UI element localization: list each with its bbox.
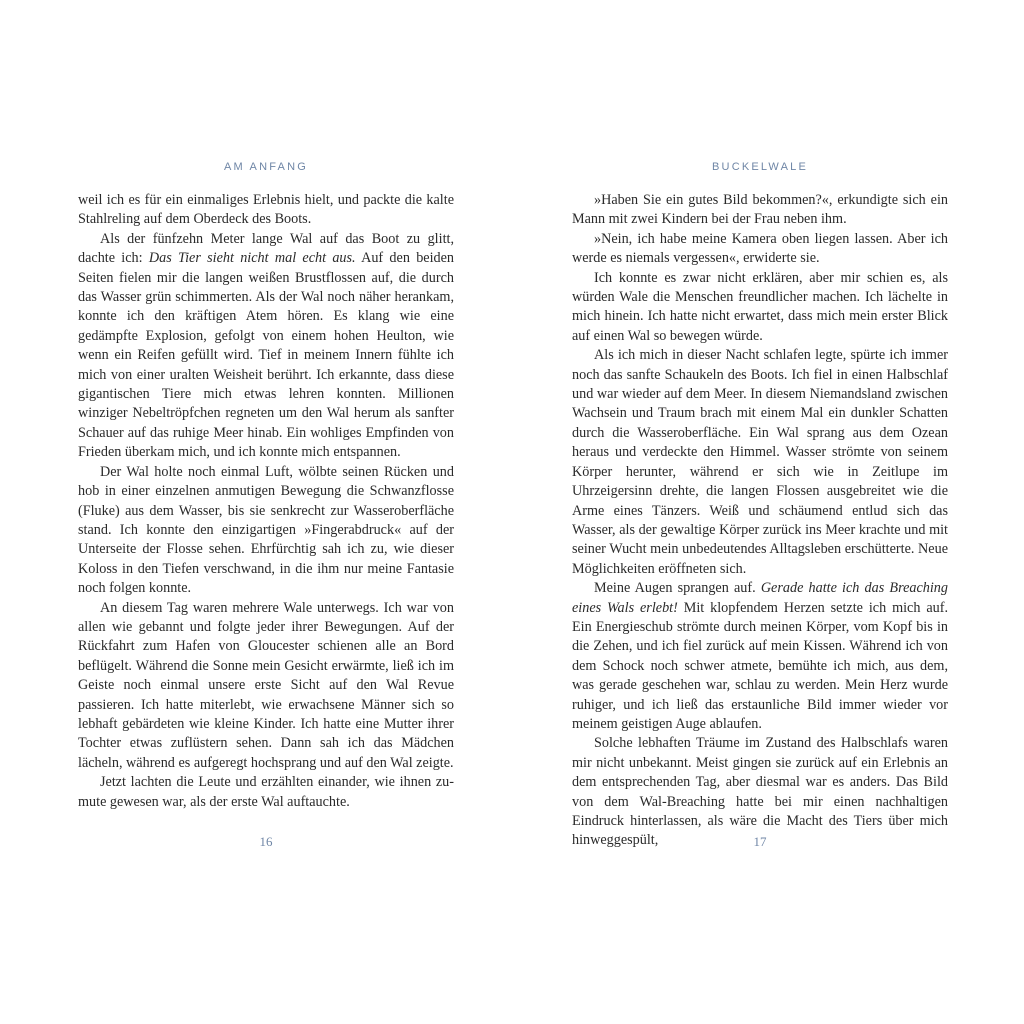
paragraph (572, 346, 948, 579)
right-page-text (572, 191, 948, 851)
text-run: weil ich es für ein einmaliges Erlebnis hielt, und packte die kalte Stahlreling auf dem Oberdeck des Boots. (78, 192, 454, 228)
page-number-right: 17 (753, 834, 767, 849)
text-run: »Nein, ich habe meine Kamera oben liegen lassen. Aber ich werde es niemals vergessen«, erwiderte sie. (572, 230, 948, 267)
text-run: Auf den beiden Seiten fielen mir die langen weißen Brustflossen auf, die durch das Wasser grün schimmerten. Als der Wal noch näher herankam, konnte ich den kräftigen Atem hören. Es klang wie eine gedämpfte Explosion, gefolgt von einem hohen Heulton, wie wenn ein Reifen gefüllt wird. Tief in meinem Innern fühlte ich mich von einer uralten Weisheit berührt. Ich erkannte, dass diese gigantischen Tiere mich etwas lehren konnten. Millionen winziger Nebeltröpfchen regneten um den Wal herum als sanfter Schauer auf das ruhige Meer hinab. Ein wohliges Empfinden von Frieden überkam mich, und ich konnte mich entspannen. (78, 250, 455, 461)
text-run: Solche lebhaften Träume im Zustand des Halbschlafs waren mir nicht unbekannt. Meist gingen sie zurück auf ein Erlebnis an dem entsprechenden Tag, aber diesmal war es anders. Das Bild von dem Wal-Breaching hatte bei mir einen nachhaltigen Eindruck hinterlassen, als wäre die Macht des Tiers über mich hinweggespült, (572, 735, 948, 849)
paragraph (78, 463, 454, 599)
left-page-text (78, 191, 454, 812)
italic-text: Gerade hatte ich das Breaching eines Wals erlebt! (572, 580, 948, 616)
running-head-right: BUCKELWALE (712, 161, 808, 173)
paragraph (572, 191, 948, 230)
text-run: Jetzt lachten die Leute und erzählten einander, wie ihnen zumute gewesen war, als der erste Wal auftauchte. (78, 774, 454, 810)
paragraph (78, 773, 454, 812)
paragraph (78, 230, 454, 463)
text-run: »Haben Sie ein gutes Bild bekommen?«, erkundigte sich ein Mann mit zwei Kindern bei der Frau neben ihm. (572, 192, 948, 228)
text-run: Meine Augen sprangen auf. (594, 580, 761, 597)
italic-text: Das Tier sieht nicht mal echt aus. (148, 250, 356, 267)
text-run: Als ich mich in dieser Nacht schlafen legte, spürte ich immer noch das sanfte Schaukeln des Boots. Ich fiel in einen Halbschlaf und war wieder auf dem Meer. In diesem Niemandsland zwischen Wachsein und Traum brach mit einem Mal ein dunkler Schatten durch die Wasseroberfläche. Ein Wal sprang aus dem Ozean heraus und verdeckte den Himmel. Wasser strömte von seinem Körper herunter, während er sich wie in Zeitlupe im Uhrzeigersinn drehte, die langen Flossen ausgebreitet wie die Arme eines Tänzers. Weiß und schäumend entlud sich das Wasser, als der gewaltige Körper zurück ins Meer krachte und mit seiner Wucht mein unbedeutendes Alltagsleben erschütterte. Neue Möglichkeiten eröffneten sich. (572, 347, 948, 577)
paragraph (572, 269, 948, 347)
paragraph (572, 579, 948, 734)
text-run: An diesem Tag waren mehrere Wale unterwegs. Ich war von allen wie gebannt und folgte jeder ihrer Bewegungen. Auf der Rückfahrt zum Hafen von Gloucester schienen alle an Bord beflügelt. Während die Sonne mein Gesicht erwärmte, ließ ich im Geiste noch einmal unsere erste Sicht auf den Wal Revue passieren. Ich hatte miterlebt, wie erwachsene Männer sich so lebhaft gebärdeten wie kleine Kinder. Ich hatte eine Mutter ihrer Tochter etwas zuflüstern sehen. Dann sah ich das Mädchen lächeln, während es aufgeregt hochsprang und auf den Wal zeigte. (78, 599, 454, 771)
text-run: Mit klopfendem Herzen setzte ich mich auf. Ein Energieschub strömte durch meinen Körper, vom Kopf bis in die Zehen, und ich fiel zurück auf mein Kissen. Während ich von dem Schock noch schwer atmete, bemühte ich mich, aus dem, was gerade geschehen war, schlau zu werden. Mein Herz wurde ruhiger, und ich ließ das erstaunliche Bild immer wieder vor meinem geistigen Auge ablaufen. (572, 599, 948, 732)
running-head-left: AM ANFANG (224, 161, 308, 173)
paragraph (572, 230, 948, 269)
text-run: Als der fünfzehn Meter lange Wal auf das Boot zu glitt, dachte ich: (78, 230, 454, 267)
paragraph (78, 191, 454, 230)
page-number-left: 16 (259, 834, 273, 849)
text-run: Ich konnte es zwar nicht erklären, aber mir schien es, als würden Wale die Menschen freundlicher machen. Ich lächelte in mich hinein. Ich hatte nicht erwartet, dass mich mein erster Blick auf einen Wal so bewegen würde. (572, 269, 948, 344)
text-run: Der Wal holte noch einmal Luft, wölbte seinen Rücken und hob in einer einzelnen anmutigen Bewegung die Schwanzflosse (Fluke) aus dem Wasser, bis sie senkrecht zur Wasseroberfläche stand. Ich konnte den einzigartigen »Fingerabdruck« auf der Unterseite der Flosse sehen. Ehrfürchtig sah ich zu, wie dieser Koloss in den Tiefen verschwand, in die ihm nur meine Fantasie noch folgen konnte. (78, 463, 454, 597)
paragraph (78, 599, 454, 774)
